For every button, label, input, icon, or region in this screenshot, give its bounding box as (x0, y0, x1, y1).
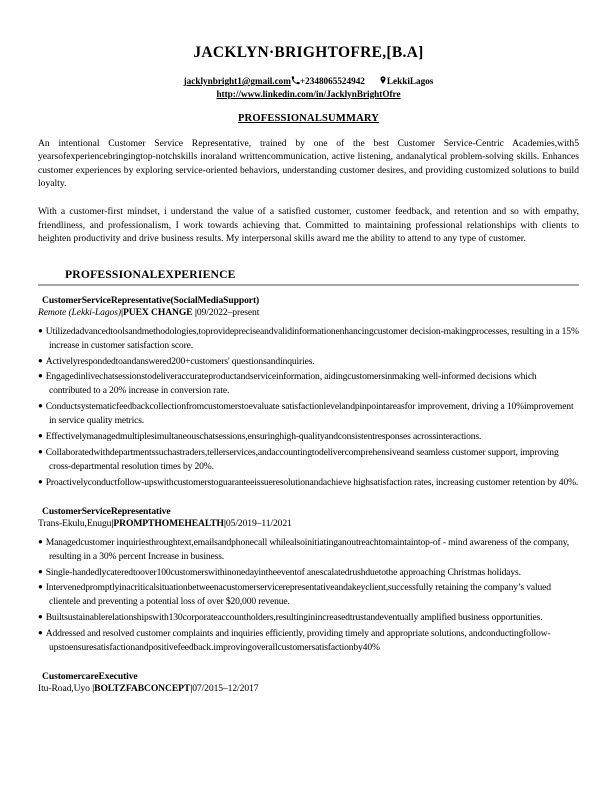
job-dates: 09/2022–present (196, 306, 260, 318)
bullet-item (38, 355, 579, 369)
job-bullets (38, 536, 579, 655)
job-title: CustomercareExecutive (42, 670, 138, 682)
bullet-item (38, 536, 579, 564)
bullet-text: Conductsystematicfeedbackcollectionfromcustomerstoevaluate satisfactionlevelandpinpointareasfor improvement, driving a 10%improvement in service quality metrics. (45, 401, 574, 427)
bullet-text: Managedcustomer inquiriesthroughtext,emailsandphonecall whilealsoinitiatinganoutreachtomaintaintop-of - mind awareness of the company, resulting in a 30% percent Increase in business. (45, 536, 569, 562)
linkedin-line[interactable] (38, 89, 579, 99)
summary-paragraph-2: With a customer-first mindset, i understand the value of a satisfied customer, customer feedback, and retention and so with empathy, friendliness, and professionalism, I work towards achieving that. Committed to maintaining professional relationships with clients to heighten productivity and drive business results. My interpersonal skills award me the ability to attend to any type of customer. (38, 205, 579, 245)
bullet-dot: ● (38, 355, 43, 365)
phone-text: +2348065524942 (299, 76, 365, 86)
bullet-dot: ● (38, 431, 43, 441)
bullet-dot: ● (38, 536, 43, 546)
bullet-text: Engagedinlivechatsessionstodeliveraccurateproductandserviceinformation, aidingcustomersinmaking well-informed decisions which contributed to a 20% increase in conversion rate. (45, 371, 537, 397)
job-title: CustomerServiceRepresentative (42, 505, 171, 517)
bullet-item (38, 581, 579, 609)
job-separator-right: | (190, 682, 193, 694)
job-entry (38, 295, 579, 490)
bullet-dot: ● (38, 325, 43, 335)
candidate-name: JACKLYN·BRIGHTOFRE,[B.A] (193, 44, 424, 61)
job-separator-right: | (223, 517, 226, 529)
bullet-dot: ● (38, 566, 43, 576)
bullet-dot: ● (38, 582, 43, 592)
bullet-item (38, 370, 579, 398)
job-dates: 05/2019–11/2021 (225, 517, 292, 529)
contact-line (38, 75, 579, 88)
job-separator-left: | (92, 682, 95, 694)
bullet-text: Intervenedpromptlyinacriticalsituationbetweenacustomerservicerepresentativeandakeyclient,successfully retaining the company’s valued clientele and preventing a potential loss of over $20,000 revenue. (45, 582, 551, 608)
job-meta (38, 518, 579, 529)
job-separator-left: | (111, 517, 114, 529)
bullet-dot: ● (38, 371, 43, 381)
location-text: LekkiLagos (386, 76, 434, 86)
job-entry (38, 671, 579, 694)
bullet-item (38, 400, 579, 428)
job-organization: BOLTZFABCONCEPT (94, 682, 191, 694)
bullet-item (38, 627, 579, 655)
bullet-item (38, 476, 579, 490)
bullet-text: Addressed and resolved customer complaints and inquiries efficiently, providing timely and appropriate solutions, andconductingfollow-upstoensuresatisfactionandpositivefeedback.improvingoverallcustomersatisfactionby40% (45, 628, 551, 654)
job-location: Trans-Ekulu,Enugu (38, 517, 112, 529)
bullet-item (38, 611, 579, 625)
bullet-item (38, 566, 579, 580)
bullet-dot: ● (38, 628, 43, 638)
phone-icon (291, 76, 300, 85)
job-location: Itu-Road,Uyo (38, 682, 93, 694)
bullet-text: Effectivelymanagedmultiplesimultaneouschatsessions,ensuringhigh-qualityandconsistentresponses acrossinteractions. (45, 431, 482, 443)
job-organization: PROMPTHOMEHEALTH (113, 517, 224, 529)
bullet-text: Activelyrespondedtoandanswered200+customers' questionsandinquiries. (45, 355, 315, 367)
linkedin-url[interactable]: http://www.linkedin.com/in/JacklynBrightOfre (216, 88, 401, 99)
summary-heading: PROFESSIONALSUMMARY (237, 112, 380, 124)
job-entry (38, 506, 579, 655)
job-separator-right: | (194, 306, 197, 318)
bullet-item (38, 325, 579, 353)
bullet-item (38, 430, 579, 444)
experience-section (38, 268, 579, 694)
bullet-text: Proactivelyconductfollow-upswithcustomerstoguaranteeissueresolutionandachieve highsatisfaction rates, increasing customer retention by 40%. (45, 476, 579, 488)
job-bullets (38, 325, 579, 490)
job-meta (38, 683, 579, 694)
section-divider (38, 284, 579, 286)
experience-heading: PROFESSIONALEXPERIENCE (65, 267, 236, 281)
bullet-text: Utilizedadvancedtoolsandmethodologies,toprovidepreciseandvalidinformationenhancingcustomer decision-makingprocesses, resulting in a 15% increase in customer satisfaction score. (45, 325, 579, 351)
bullet-dot: ● (38, 401, 43, 411)
summary-paragraph-1: An intentional Customer Service Representative, trained by one of the best Customer Service-Centric Academies,with5 yearsofexperiencebringingtop-notchskills inoraland writtencommunication, active listening, andanalytical problem-solving skills. Enhances customer experiences by exploring service-oriented behaviors, understanding customer desires, and providing customized solutions to build loyalty. (38, 137, 579, 190)
bullet-dot: ● (38, 612, 43, 622)
job-organization: PUEX CHANGE (123, 306, 195, 318)
job-title: CustomerServiceRepresentative(SocialMediaSupport) (42, 294, 260, 306)
bullet-dot: ● (38, 447, 43, 457)
job-dates: 07/2015–12/2017 (192, 682, 259, 694)
bullet-text: Builtsustainablerelationshipswith130corporateaccountholders,resultinginincreasedtrustandeventually amplified business opportunities. (45, 612, 543, 624)
email-text[interactable]: jacklynbright1@gmail.com (183, 76, 291, 86)
job-location: Remote (Lekki-Lagos) (38, 306, 121, 318)
bullet-text: Single-handedlycateredtoover100customerswithinonedayintheeventof anescalatedrushduetothe approaching Christmas holidays. (45, 566, 521, 578)
bullet-text: Collaboratedwithdepartmentssuchastraders,tellerservices,andaccountingtodelivercomprehensiveand seamless customer support, improving cross-departmental resolution times by 20%. (45, 447, 559, 472)
job-separator-left: | (121, 306, 124, 318)
map-pin-icon (379, 75, 387, 85)
job-meta (38, 307, 579, 318)
bullet-item (38, 446, 579, 474)
bullet-dot: ● (38, 476, 43, 486)
